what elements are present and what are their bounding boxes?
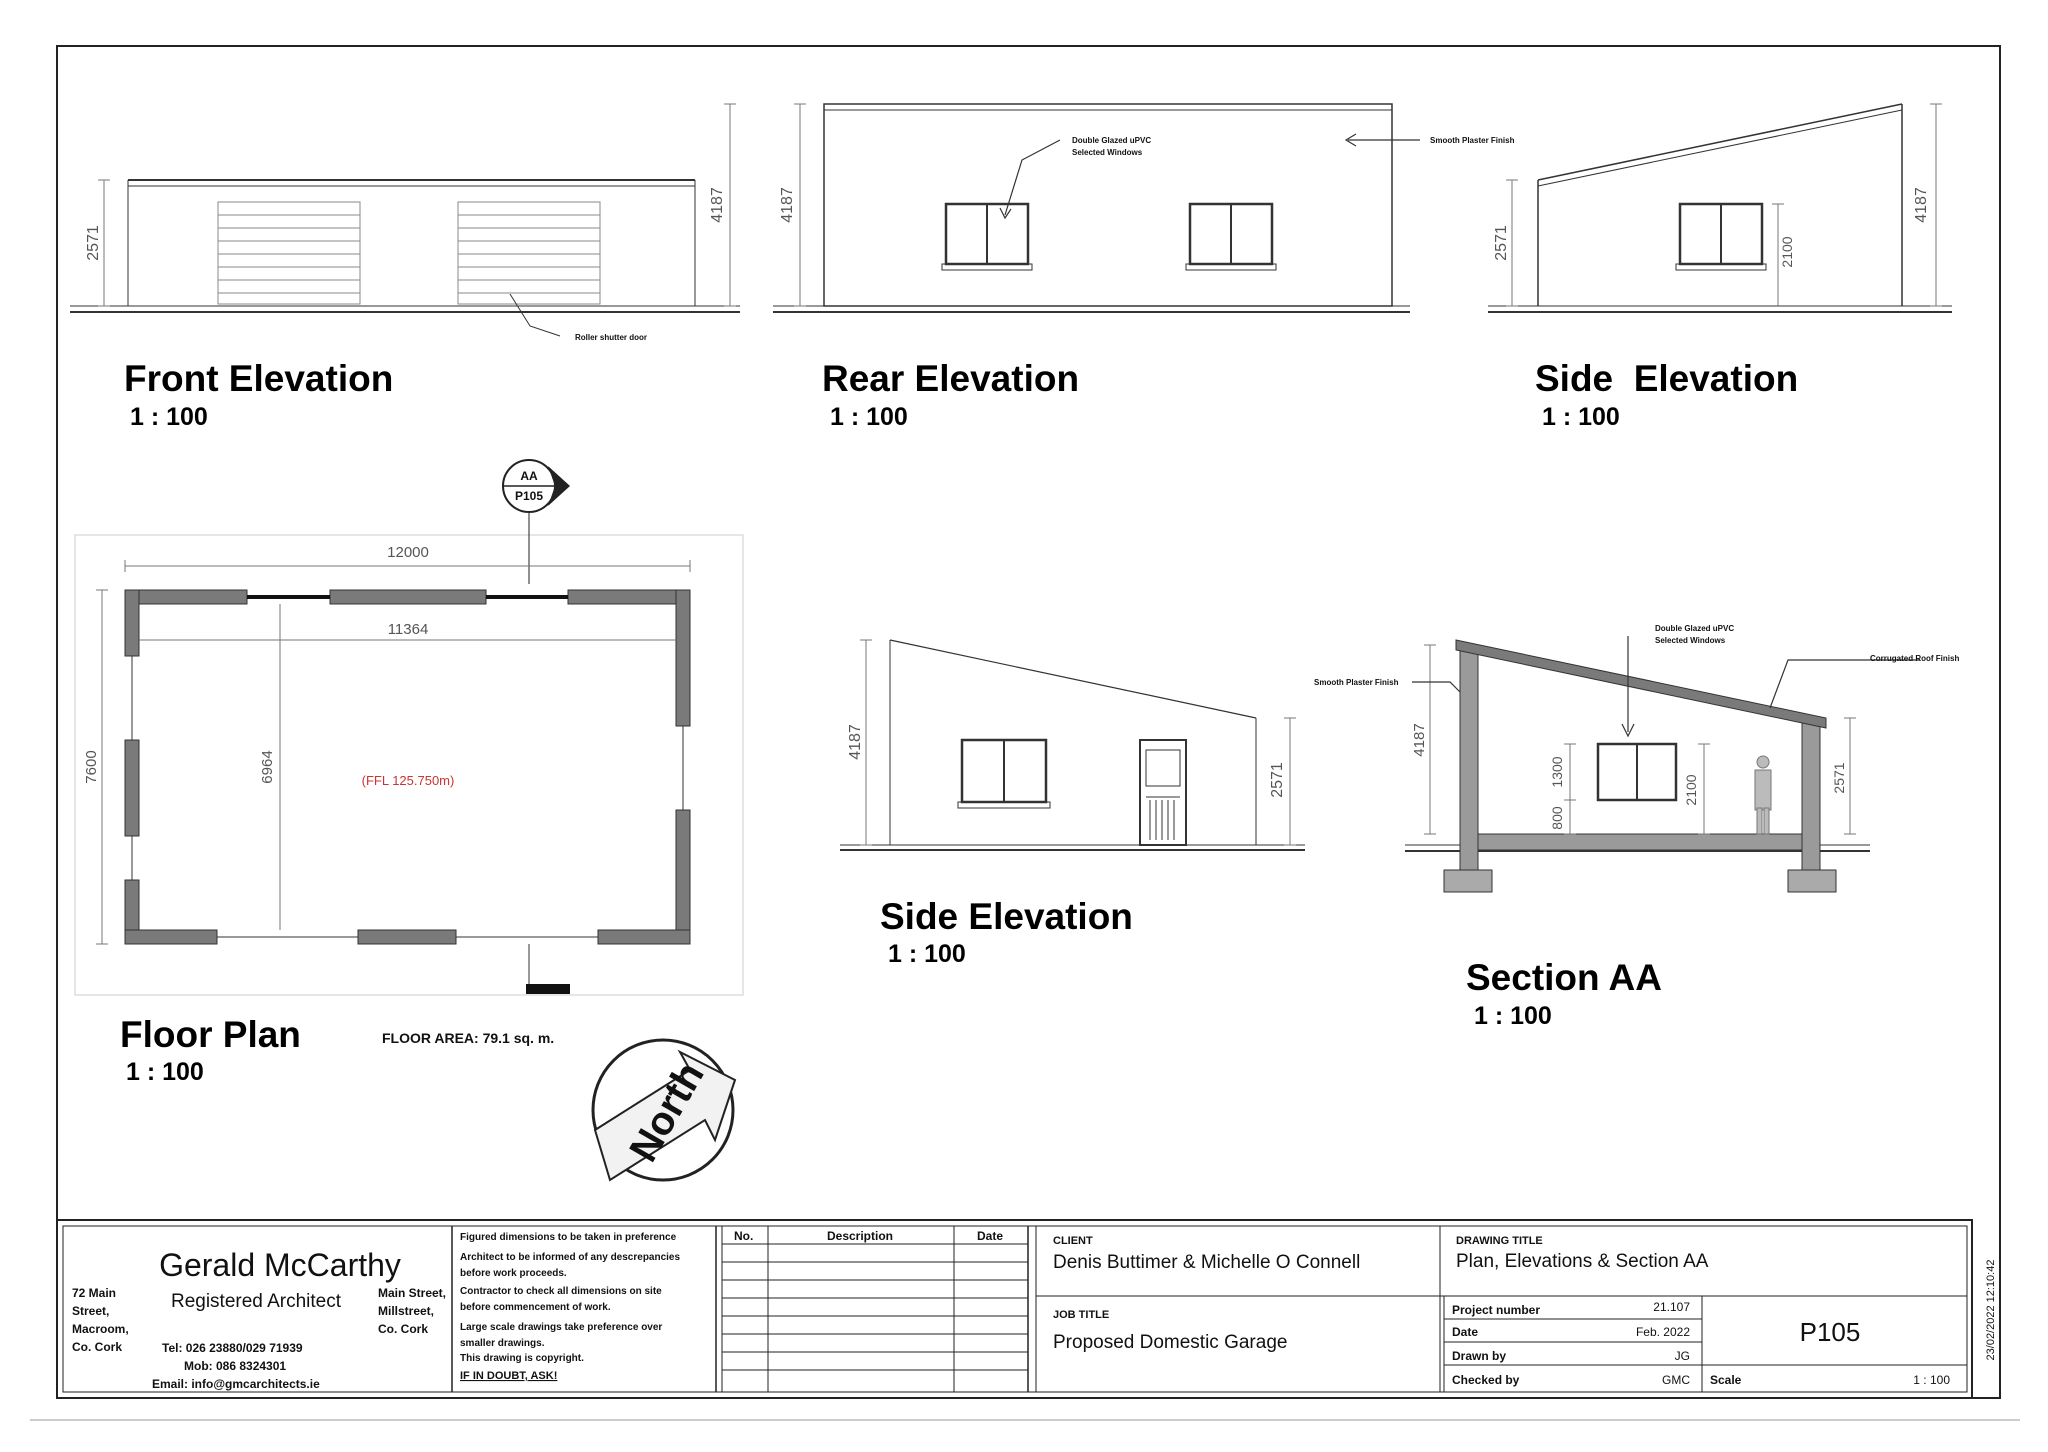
roller-shutter-door-left	[218, 202, 360, 304]
roller-shutter-door-right	[458, 202, 600, 304]
architect-email: Email: info@gmcarchitects.ie	[152, 1377, 320, 1391]
drawing-number: P105	[1799, 1317, 1861, 1347]
rev-header-description: Description	[826, 1229, 894, 1243]
architect-role: Registered Architect	[170, 1291, 342, 1312]
plan-step	[526, 984, 570, 994]
note-9: IF IN DOUBT, ASK!	[460, 1370, 558, 1382]
note-1: Figured dimensions to be taken in preference	[460, 1232, 677, 1243]
architect-tel: Tel: 026 23880/029 71939	[162, 1341, 303, 1355]
rear-note-finish: Smooth Plaster Finish	[1430, 136, 1515, 145]
side-bottom-dim-right: 2571	[1269, 762, 1286, 798]
front-elevation	[70, 104, 740, 336]
scale-label: Scale	[1710, 1373, 1742, 1387]
address-left-2: Street,	[72, 1304, 110, 1318]
note-5: before commencement of work.	[460, 1302, 611, 1313]
side-bottom-door	[1140, 740, 1186, 845]
plan-dim-internal-depth: 6964	[259, 750, 276, 784]
rev-header-date: Date	[976, 1229, 1004, 1243]
note-2: Architect to be informed of any descrepancies	[460, 1252, 681, 1263]
section-aa-title: Section AA	[1466, 957, 1662, 998]
section-aa-scale: 1 : 100	[1474, 1002, 1552, 1030]
architect-name: Gerald McCarthy	[159, 1247, 401, 1283]
address-left-4: Co. Cork	[72, 1340, 123, 1354]
rear-elevation-scale: 1 : 100	[830, 403, 908, 431]
note-3: before work proceeds.	[460, 1268, 567, 1279]
rear-dim-left: 4187	[779, 187, 796, 223]
section-dim-right: 2571	[1831, 762, 1847, 794]
side-elevation-bottom	[840, 640, 1305, 850]
section-dim-sill: 800	[1549, 806, 1565, 830]
rear-note-window-1: Double Glazed uPVC	[1072, 136, 1152, 145]
side-elevation-top	[1488, 104, 1952, 312]
side-elevation-top-scale: 1 : 100	[1542, 403, 1620, 431]
note-6: Large scale drawings take preference over	[460, 1322, 663, 1333]
side-top-dim-window: 2100	[1779, 236, 1795, 268]
project-number-label: Project number	[1452, 1303, 1541, 1317]
print-stamp: 23/02/2022 12:10:42	[1985, 1259, 1997, 1361]
project-number: 21.107	[1653, 1300, 1690, 1314]
side-elevation-bottom-scale: 1 : 100	[888, 940, 966, 968]
section-note-window-2: Selected Windows	[1655, 636, 1726, 645]
front-note-roller-shutter: Roller shutter door	[575, 333, 648, 342]
scale-value: 1 : 100	[1913, 1373, 1950, 1387]
section-dim-head: 2100	[1683, 774, 1699, 806]
plan-openings	[132, 597, 683, 937]
checked-by-label: Checked by	[1452, 1373, 1520, 1387]
architect-mob: Mob: 086 8324301	[184, 1359, 287, 1373]
section-dim-window-height: 1300	[1549, 756, 1565, 788]
floor-plan-scale: 1 : 100	[126, 1058, 204, 1086]
plan-ffl-level: (FFL 125.750m)	[361, 773, 455, 788]
front-elevation-title: Front Elevation	[124, 358, 394, 399]
checked-by: GMC	[1662, 1373, 1690, 1387]
section-marker-sheet: P105	[514, 489, 544, 503]
side-bottom-window	[958, 740, 1050, 808]
rear-elevation-title: Rear Elevation	[822, 358, 1080, 399]
side-top-dim-right: 4187	[1913, 187, 1930, 223]
rear-window-left	[942, 204, 1032, 270]
section-marker-label: AA	[520, 469, 538, 483]
address-right-1: Main Street,	[378, 1286, 447, 1300]
section-dim-left: 4187	[1411, 723, 1428, 757]
drawn-by-label: Drawn by	[1452, 1349, 1507, 1363]
floor-plan-title: Floor Plan	[120, 1014, 301, 1055]
client-name: Denis Buttimer & Michelle O Connell	[1053, 1252, 1361, 1273]
note-4: Contractor to check all dimensions on site	[460, 1286, 662, 1297]
address-right-2: Millstreet,	[378, 1304, 435, 1318]
job-title-label: JOB TITLE	[1053, 1309, 1110, 1321]
address-right-3: Co. Cork	[378, 1322, 429, 1336]
drawing-title: Plan, Elevations & Section AA	[1456, 1251, 1709, 1272]
note-7: smaller drawings.	[460, 1338, 545, 1349]
rear-window-right	[1186, 204, 1276, 270]
drawing-title-label: DRAWING TITLE	[1456, 1235, 1543, 1247]
plan-dim-overall-width: 12000	[387, 544, 429, 561]
rear-note-window-2: Selected Windows	[1072, 148, 1143, 157]
address-left-1: 72 Main	[72, 1286, 117, 1300]
side-top-dim-left: 2571	[1493, 225, 1510, 261]
plan-dim-internal-width: 11364	[387, 621, 429, 638]
front-dim-left: 2571	[85, 225, 102, 261]
drawn-by: JG	[1674, 1349, 1690, 1363]
floor-area-note: FLOOR AREA: 79.1 sq. m.	[382, 1030, 555, 1046]
address-left-3: Macroom,	[72, 1322, 129, 1336]
north-label: North	[621, 1054, 713, 1170]
floor-plan	[75, 460, 743, 995]
plan-walls	[125, 590, 690, 944]
date-label: Date	[1452, 1325, 1479, 1339]
section-window	[1598, 744, 1676, 800]
date-value: Feb. 2022	[1635, 1325, 1690, 1339]
front-dim-right: 4187	[709, 187, 726, 223]
job-title: Proposed Domestic Garage	[1053, 1332, 1288, 1353]
section-note-plaster: Smooth Plaster Finish	[1314, 678, 1399, 687]
section-person	[1755, 756, 1771, 834]
plan-dim-overall-depth: 7600	[83, 750, 100, 784]
side-elevation-top-title: Side Elevation	[1535, 358, 1799, 399]
client-label: CLIENT	[1053, 1235, 1093, 1247]
side-elevation-bottom-title: Side Elevation	[880, 896, 1133, 937]
north-arrow	[593, 1040, 735, 1180]
note-8: This drawing is copyright.	[460, 1353, 584, 1364]
side-bottom-dim-left: 4187	[847, 724, 864, 760]
front-elevation-scale: 1 : 100	[130, 403, 208, 431]
side-top-window	[1676, 204, 1766, 270]
section-note-window-1: Double Glazed uPVC	[1655, 624, 1735, 633]
rev-header-no: No.	[734, 1229, 754, 1243]
section-note-roof: Corrugated Roof Finish	[1870, 654, 1960, 663]
